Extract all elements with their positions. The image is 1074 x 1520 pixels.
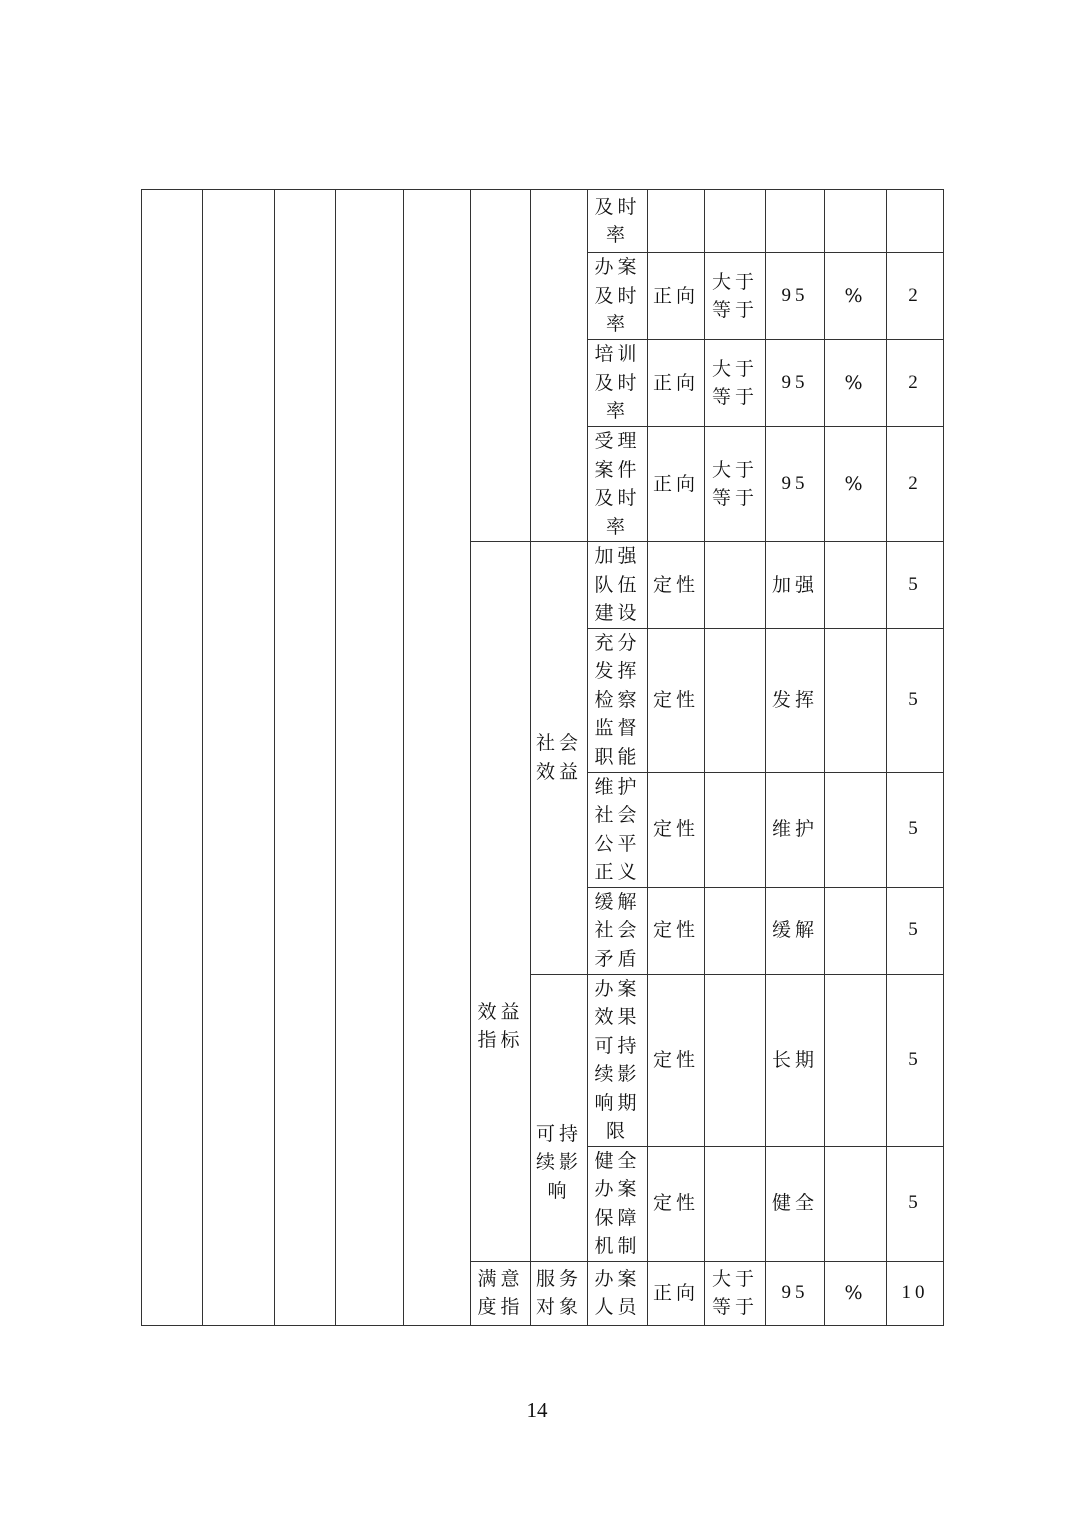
compare-cell — [705, 628, 766, 772]
target-value-cell: 95 — [766, 427, 825, 542]
unit-cell: % — [825, 427, 887, 542]
weight-cell: 5 — [887, 772, 944, 887]
weight-cell: 5 — [887, 542, 944, 629]
level2-social-cell: 社会 效益 — [531, 542, 588, 975]
nature-cell: 定性 — [648, 542, 705, 629]
indicator-name-cell: 培训 及时 率 — [588, 340, 648, 427]
unit-cell — [825, 190, 887, 253]
nature-cell: 定性 — [648, 772, 705, 887]
target-value-cell: 长期 — [766, 974, 825, 1146]
compare-cell: 大于 等于 — [705, 1261, 766, 1325]
unit-cell: % — [825, 253, 887, 340]
indicator-name-cell: 办案 及时 率 — [588, 253, 648, 340]
target-value-cell: 95 — [766, 253, 825, 340]
target-value-cell: 95 — [766, 340, 825, 427]
compare-cell — [705, 1146, 766, 1261]
level2-service-cell: 服务 对象 — [531, 1261, 588, 1325]
compare-cell — [705, 974, 766, 1146]
weight-cell: 2 — [887, 340, 944, 427]
unit-cell: % — [825, 1261, 887, 1325]
level1-satisfaction-cell: 满意 度指 — [471, 1261, 531, 1325]
unit-cell — [825, 772, 887, 887]
compare-cell — [705, 542, 766, 629]
unit-cell — [825, 1146, 887, 1261]
level1-benefit-cell: 效益 指标 — [471, 542, 531, 1262]
target-value-cell: 发挥 — [766, 628, 825, 772]
performance-indicator-table — [141, 189, 944, 1326]
unit-cell: % — [825, 340, 887, 427]
indicator-name-cell: 健全 办案 保障 机制 — [588, 1146, 648, 1261]
nature-cell: 正向 — [648, 1261, 705, 1325]
weight-cell: 2 — [887, 253, 944, 340]
nature-cell: 定性 — [648, 887, 705, 974]
compare-cell — [705, 190, 766, 253]
fund-col-cell — [203, 190, 275, 1326]
nature-cell: 正向 — [648, 427, 705, 542]
goal-col-cell — [336, 190, 404, 1326]
target-col-cell — [404, 190, 471, 1326]
nature-cell — [648, 190, 705, 253]
weight-cell: 5 — [887, 628, 944, 772]
nature-cell: 正向 — [648, 253, 705, 340]
compare-cell — [705, 887, 766, 974]
unit-cell — [825, 542, 887, 629]
target-value-cell — [766, 190, 825, 253]
weight-cell: 5 — [887, 887, 944, 974]
table-row — [142, 190, 944, 253]
compare-cell — [705, 772, 766, 887]
compare-cell: 大于 等于 — [705, 340, 766, 427]
weight-cell: 10 — [887, 1261, 944, 1325]
level2-empty-cell — [531, 190, 588, 542]
target-value-cell: 95 — [766, 1261, 825, 1325]
weight-cell — [887, 190, 944, 253]
target-value-cell: 维护 — [766, 772, 825, 887]
target-value-cell: 健全 — [766, 1146, 825, 1261]
unit-cell — [825, 628, 887, 772]
project-col-cell — [142, 190, 203, 1326]
compare-cell: 大于 等于 — [705, 427, 766, 542]
target-value-cell: 缓解 — [766, 887, 825, 974]
indicator-name-cell: 维护 社会 公平 正义 — [588, 772, 648, 887]
indicator-name-cell: 加强 队伍 建设 — [588, 542, 648, 629]
indicator-name-cell: 及时 率 — [588, 190, 648, 253]
indicator-name-cell: 充分 发挥 检察 监督 职能 — [588, 628, 648, 772]
nature-cell: 定性 — [648, 974, 705, 1146]
level2-sustain-cell: 可持 续影 响 — [531, 974, 588, 1261]
unit-cell — [825, 887, 887, 974]
indicator-name-cell: 办案 效果 可持 续影 响期 限 — [588, 974, 648, 1146]
weight-cell: 5 — [887, 1146, 944, 1261]
indicator-name-cell: 缓解 社会 矛盾 — [588, 887, 648, 974]
weight-cell: 5 — [887, 974, 944, 1146]
weight-cell: 2 — [887, 427, 944, 542]
target-value-cell: 加强 — [766, 542, 825, 629]
compare-cell: 大于 等于 — [705, 253, 766, 340]
budget-col-cell — [275, 190, 336, 1326]
nature-cell: 定性 — [648, 1146, 705, 1261]
nature-cell: 正向 — [648, 340, 705, 427]
nature-cell: 定性 — [648, 628, 705, 772]
unit-cell — [825, 974, 887, 1146]
indicator-name-cell: 受理 案件 及时 率 — [588, 427, 648, 542]
level1-empty-cell — [471, 190, 531, 542]
indicator-name-cell: 办案 人员 — [588, 1261, 648, 1325]
page-number: 14 — [526, 1398, 548, 1422]
